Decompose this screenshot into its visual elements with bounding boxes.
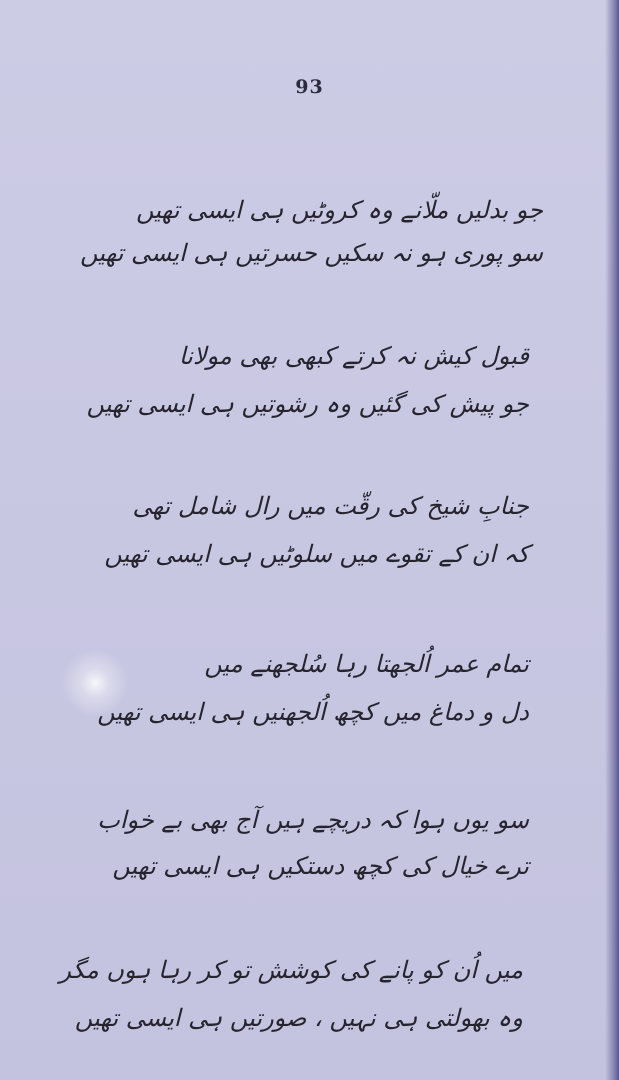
stanza-6-line-1: میں اُن کو پانے کی کوشش تو کر رہا ہوں مگر	[59, 956, 523, 984]
stanza-3-line-2: کہ ان کے تقوے میں سلوٹیں ہی ایسی تھیں	[104, 540, 529, 568]
stanza-1-line-1: جو بدلیں ملّانے وہ کروٹیں ہی ایسی تھیں	[136, 196, 543, 224]
stanza-2-line-2: جو پیش کی گئیں وہ رشوتیں ہی ایسی تھیں	[86, 390, 529, 418]
stanza-4-line-1: تمام عمر اُلجھتا رہا سُلجھنے میں	[204, 650, 529, 678]
stanza-6-line-2: وہ بھولتی ہی نہیں ، صورتیں ہی ایسی تھیں	[74, 1004, 523, 1032]
stanza-5-line-1: سو یوں ہوا کہ دریچے ہیں آج بھی بے خواب	[97, 806, 529, 834]
stanza-2-line-1: قبول کیش نہ کرتے کبھی بھی مولانا	[178, 342, 529, 370]
page-edge-shadow	[605, 0, 619, 1080]
stanza-3-line-1: جنابِ شیخ کی رقّت میں رال شامل تھی	[132, 492, 529, 520]
stanza-4-line-2: دل و دماغ میں کچھ اُلجھنیں ہی ایسی تھیں	[97, 698, 529, 726]
page-number: 93	[295, 76, 324, 98]
stanza-1-line-2: سو پوری ہو نہ سکیں حسرتیں ہی ایسی تھیں	[80, 239, 543, 267]
stanza-5-line-2: ترے خیال کی کچھ دستکیں ہی ایسی تھیں	[112, 852, 529, 880]
